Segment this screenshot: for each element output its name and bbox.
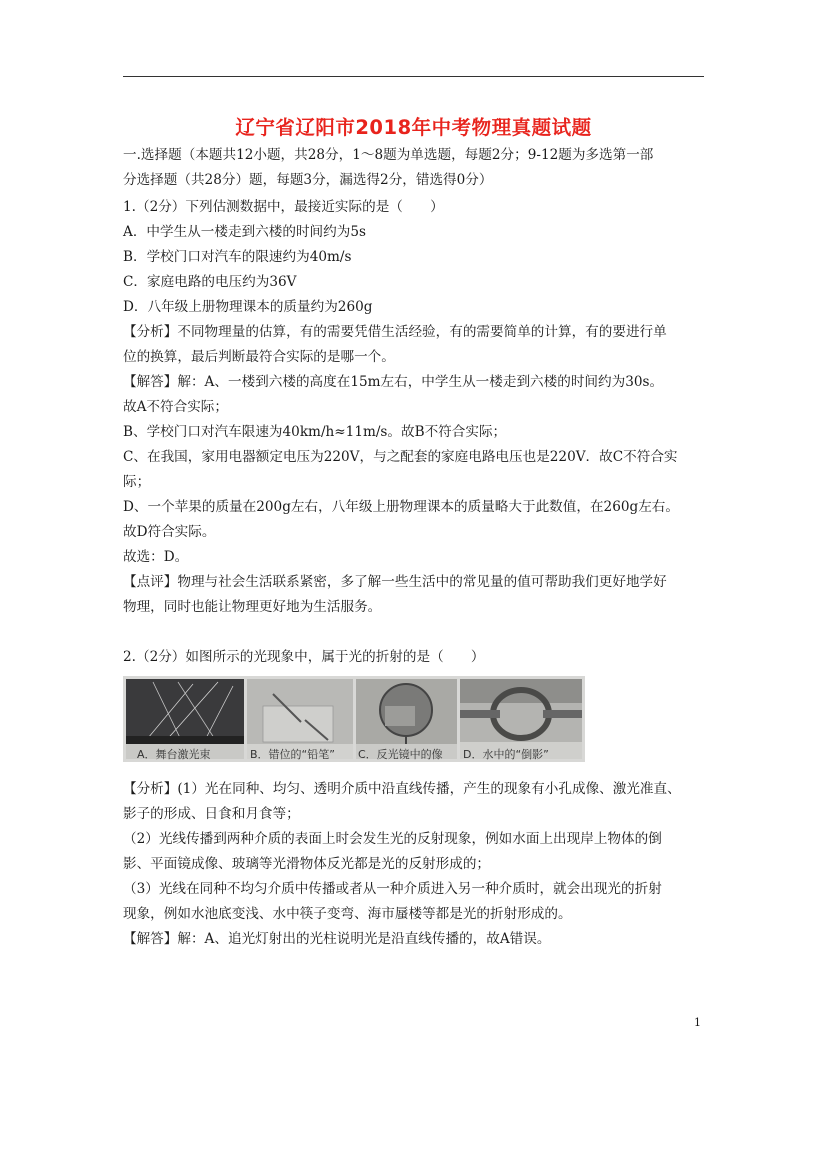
page-title: 辽宁省辽阳市2018年中考物理真题试题 [235,116,592,139]
text-line: 【解答】解：A、一楼到六楼的高度在15m左右，中学生从一楼走到六楼的时间约为30s。 [123,374,664,390]
header-rule [123,76,704,77]
text-line: 故D符合实际。 [123,524,216,540]
text-line: 影子的形成、日食和月食等； [123,806,300,822]
text-line: A．中学生从一楼走到六楼的时间约为5s [123,224,366,240]
text-line: 故A不符合实际； [123,399,228,415]
text-line: （3）光线在同种不均匀介质中传播或者从一种介质进入另一种介质时，就会出现光的折射 [123,881,662,897]
figure-caption-b: B．错位的“铅笔” [250,748,335,761]
text-line: D、一个苹果的质量在200g左右，八年级上册物理课本的质量略大于此数值，在260g左右。 [123,499,679,515]
text-line: 一.选择题（本题共12小题，共28分，1～8题为单选题，每题2分；9-12题为多选第一部 [123,147,654,163]
text-line: 影、平面镜成像、玻璃等光滑物体反光都是光的反射形成的； [123,856,491,872]
text-line: C、在我国，家用电器额定电压为220V，与之配套的家庭电路电压也是220V．故C不符合实 [123,449,678,465]
text-line: 【分析】(1）光在同种、均匀、透明介质中沿直线传播，产生的现象有小孔成像、激光准直、 [123,781,681,797]
text-line: 际； [123,474,151,490]
figure-caption-a: A．舞台激光束 [137,748,211,761]
text-line: 物理，同时也能让物理更好地为生活服务。 [123,599,382,615]
text-line: B．学校门口对汽车的限速约为40m/s [123,249,352,265]
page-number: 1 [694,1016,701,1029]
figure-caption-c: C．反光镜中的像 [358,748,443,761]
text-line: C．家庭电路的电压约为36V [123,274,297,290]
text-line: D．八年级上册物理课本的质量约为260g [123,299,373,315]
text-line: 【分析】不同物理量的估算，有的需要凭借生活经验，有的需要简单的计算，有的要进行单 [123,324,667,340]
text-line: （2）光线传播到两种介质的表面上时会发生光的反射现象，例如水面上出现岸上物体的倒 [123,831,662,847]
text-line: 2.（2分）如图所示的光现象中，属于光的折射的是（ ） [123,649,485,665]
text-line: 位的换算，最后判断最符合实际的是哪一个。 [123,349,395,365]
text-line: 现象，例如水池底变浅、水中筷子变弯、海市蜃楼等都是光的折射形成的。 [123,906,572,922]
text-line: 1.（2分）下列估测数据中，最接近实际的是（ ） [123,199,444,215]
text-line: B、学校门口对汽车限速为40km/h≈11m/s。故B不符合实际； [123,424,507,440]
text-line: 【点评】物理与社会生活联系紧密，多了解一些生活中的常见量的值可帮助我们更好地学好 [123,574,667,590]
text-line: 分选择题（共28分）题，每题3分，漏选得2分，错选得0分） [123,172,493,188]
text-line: 【解答】解：A、追光灯射出的光柱说明光是沿直线传播的，故A错误。 [123,931,551,947]
figure-caption-d: D．水中的“倒影” [463,748,549,761]
text-line: 故选：D。 [123,549,189,565]
